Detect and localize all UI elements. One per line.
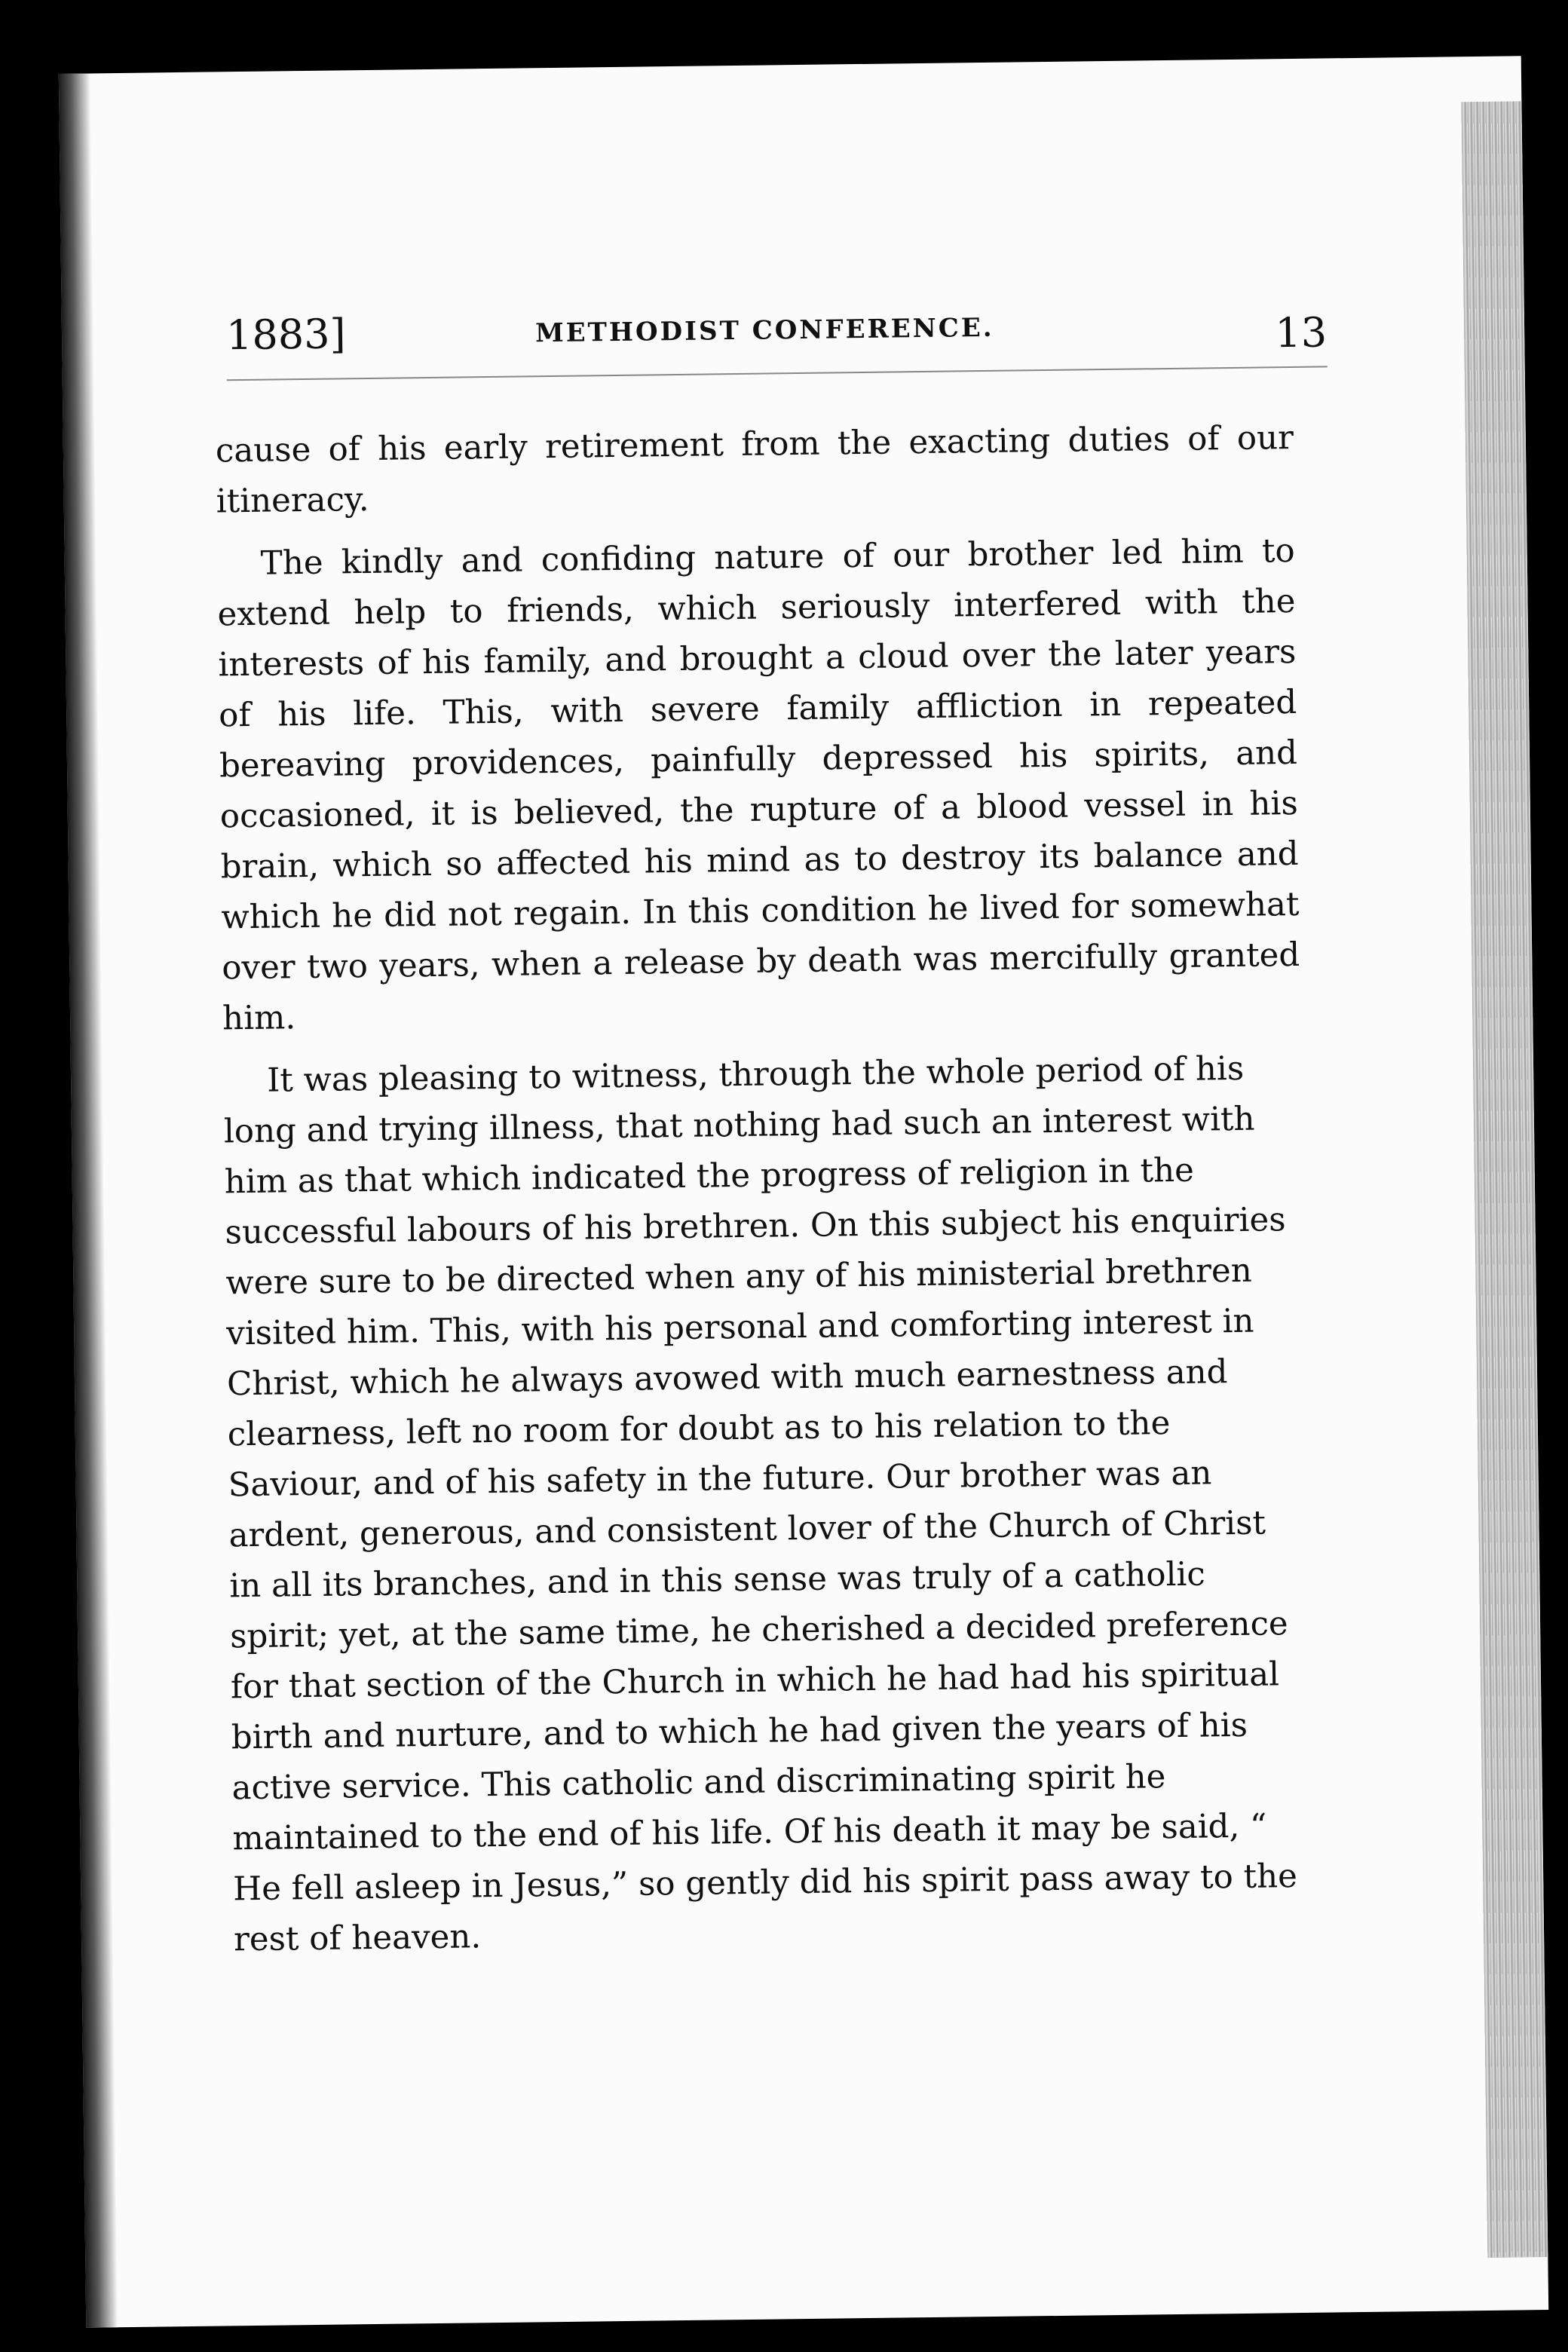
paragraph-character: The kindly and confiding nature of our brother led him to extend help to friends, which seriously interfered with the interests of his family, and brought a cloud over the later years of his life. This, with severe family affliction in repeated bereaving providences, painfully depressed his spirits, and occasioned, it is believed, the rupture of a blood vessel in his brain, which so affected his mind as to destroy its balance and which he did not regain. In this condition he lived for somewhat over two years, when a release by death was mercifully granted him. xyxy=(217,531,1300,1038)
page-fore-edge xyxy=(1461,101,1548,2258)
body-text xyxy=(216,413,1312,1977)
header-title: METHODIST CONFERENCE. xyxy=(534,312,994,349)
book-gutter xyxy=(59,73,118,2327)
page-number: 13 xyxy=(1275,308,1328,357)
paragraph-continuation: cause of his early retirement from the exacting duties of our itineracy. xyxy=(215,418,1294,521)
header-year: 1883] xyxy=(225,310,346,360)
paragraph-illness: It was pleasing to witness, through the whole period of his long and trying illness, that nothing had such an interest with him as that which indicated the progress of religion in the successful labours of his brethren. On this subject his enquiries were sure to be directed when any of his ministerial brethren visited him. This, with his personal and comforting interest in Christ, which he always avowed with much earnestness and clearness, left no room for doubt as to his relation to the Saviour, and of his safety in the future. Our brother was an ardent, generous, and consistent lover of the Church of Christ in all its branches, and in this sense was truly of a catholic spirit; yet, at the same time, he cherished a decided preference for that section of the Church in which he had had his spiritual birth and nurture, and to which he had given the years of his active service. This catholic and discriminating spirit he maintained to the end of his life. Of his death it may be said, “ He fell asleep in Jesus,” so gently did his spirit pass away to the rest of heaven. xyxy=(223,1049,1298,1959)
book-page xyxy=(59,56,1548,2327)
running-header xyxy=(226,298,1328,379)
